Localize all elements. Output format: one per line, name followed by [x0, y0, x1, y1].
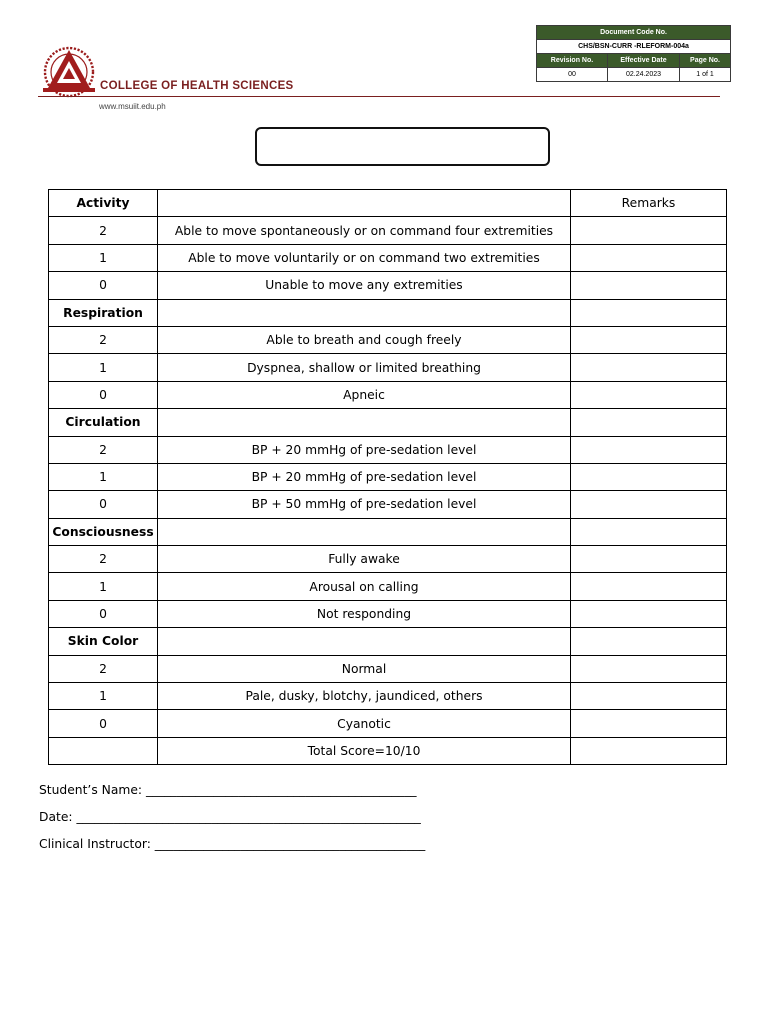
remarks-cell[interactable]: [571, 326, 727, 353]
score-cell: 0: [49, 600, 158, 627]
remarks-cell[interactable]: [571, 381, 727, 408]
table-header-row: [49, 190, 727, 217]
header-rule: [38, 96, 720, 97]
category-label: Respiration: [49, 299, 158, 326]
page-number-value: 1 of 1: [680, 68, 731, 82]
score-cell: 1: [49, 573, 158, 600]
table-row: [49, 655, 727, 682]
criteria-cell: BP + 20 mmHg of pre-sedation level: [158, 436, 571, 463]
remarks-cell[interactable]: [571, 272, 727, 299]
category-label: Skin Color: [49, 628, 158, 655]
college-name: COLLEGE OF HEALTH SCIENCES: [100, 80, 294, 92]
score-cell: 1: [49, 463, 158, 490]
table-row: [49, 600, 727, 627]
date-field[interactable]: Date: ________________________________________________________: [39, 810, 421, 824]
website-text: www.msuiit.edu.ph: [99, 102, 166, 111]
remarks-cell[interactable]: [571, 518, 727, 545]
remarks-cell[interactable]: [571, 491, 727, 518]
score-cell: 0: [49, 381, 158, 408]
score-cell: 2: [49, 217, 158, 244]
table-row: [49, 573, 727, 600]
score-cell: 1: [49, 244, 158, 271]
criteria-cell: Normal: [158, 655, 571, 682]
table-row: [49, 463, 727, 490]
table-row: [49, 710, 727, 737]
revision-label: Revision No.: [537, 54, 608, 68]
criteria-cell: Apneic: [158, 381, 571, 408]
remarks-cell[interactable]: [571, 463, 727, 490]
document-code-label: Document Code No.: [537, 26, 731, 40]
category-description-cell: [158, 628, 571, 655]
student-name-field[interactable]: Student’s Name: ____________________________________________: [39, 783, 417, 797]
effective-date-label: Effective Date: [608, 54, 680, 68]
document-info-table: [536, 25, 731, 82]
table-row: [49, 217, 727, 244]
table-row: [49, 381, 727, 408]
remarks-cell[interactable]: [571, 217, 727, 244]
remarks-cell[interactable]: [571, 710, 727, 737]
category-row: [49, 628, 727, 655]
remarks-header: Remarks: [571, 190, 727, 217]
score-cell: 2: [49, 436, 158, 463]
score-cell: 1: [49, 683, 158, 710]
criteria-cell: Able to move spontaneously or on command four extremities: [158, 217, 571, 244]
criteria-cell: Pale, dusky, blotchy, jaundiced, others: [158, 683, 571, 710]
page-number-label: Page No.: [680, 54, 731, 68]
criteria-cell: Unable to move any extremities: [158, 272, 571, 299]
criteria-cell: Able to move voluntarily or on command two extremities: [158, 244, 571, 271]
score-cell: 0: [49, 272, 158, 299]
table-row: [49, 491, 727, 518]
remarks-cell[interactable]: [571, 244, 727, 271]
criteria-cell: Cyanotic: [158, 710, 571, 737]
table-row: [49, 326, 727, 353]
criteria-cell: Able to breath and cough freely: [158, 326, 571, 353]
remarks-cell[interactable]: [571, 409, 727, 436]
score-cell: 0: [49, 491, 158, 518]
score-cell: 1: [49, 354, 158, 381]
remarks-cell[interactable]: [571, 299, 727, 326]
category-description-cell: [158, 299, 571, 326]
remarks-cell[interactable]: [571, 683, 727, 710]
category-row: [49, 518, 727, 545]
remarks-cell[interactable]: [571, 628, 727, 655]
document-code-value: CHS/BSN-CURR -RLEFORM-004a: [537, 40, 731, 54]
remarks-cell[interactable]: [571, 354, 727, 381]
score-cell: 2: [49, 655, 158, 682]
form-title-box[interactable]: [255, 127, 550, 166]
category-row: [49, 409, 727, 436]
table-row: [49, 244, 727, 271]
clinical-instructor-field[interactable]: Clinical Instructor: ____________________________________________: [39, 837, 426, 851]
table-row: [49, 546, 727, 573]
table-row: [49, 436, 727, 463]
effective-date-value: 02.24.2023: [608, 68, 680, 82]
category-description-cell: [158, 409, 571, 436]
criteria-cell: BP + 50 mmHg of pre-sedation level: [158, 491, 571, 518]
remarks-cell[interactable]: [571, 600, 727, 627]
table-row: [49, 683, 727, 710]
criteria-cell: Not responding: [158, 600, 571, 627]
category-label: Circulation: [49, 409, 158, 436]
category-row: [49, 299, 727, 326]
criteria-cell: BP + 20 mmHg of pre-sedation level: [158, 463, 571, 490]
score-cell: 2: [49, 326, 158, 353]
signature-fields: [39, 781, 425, 862]
remarks-cell[interactable]: [571, 573, 727, 600]
remarks-cell[interactable]: [571, 436, 727, 463]
table-row: [49, 354, 727, 381]
description-header: [158, 190, 571, 217]
remarks-cell[interactable]: [571, 737, 727, 764]
criteria-cell: Dyspnea, shallow or limited breathing: [158, 354, 571, 381]
category-label: Consciousness: [49, 518, 158, 545]
table-row: [49, 737, 727, 764]
college-logo: [40, 44, 98, 100]
criteria-cell: Arousal on calling: [158, 573, 571, 600]
scoring-table-body: [49, 190, 727, 765]
category-description-cell: [158, 518, 571, 545]
activity-header: Activity: [49, 190, 158, 217]
scoring-table: [48, 189, 727, 765]
score-cell: 2: [49, 546, 158, 573]
criteria-cell: Total Score=10/10: [158, 737, 571, 764]
remarks-cell[interactable]: [571, 546, 727, 573]
criteria-cell: Fully awake: [158, 546, 571, 573]
score-cell: [49, 737, 158, 764]
remarks-cell[interactable]: [571, 655, 727, 682]
score-cell: 0: [49, 710, 158, 737]
revision-value: 00: [537, 68, 608, 82]
table-row: [49, 272, 727, 299]
